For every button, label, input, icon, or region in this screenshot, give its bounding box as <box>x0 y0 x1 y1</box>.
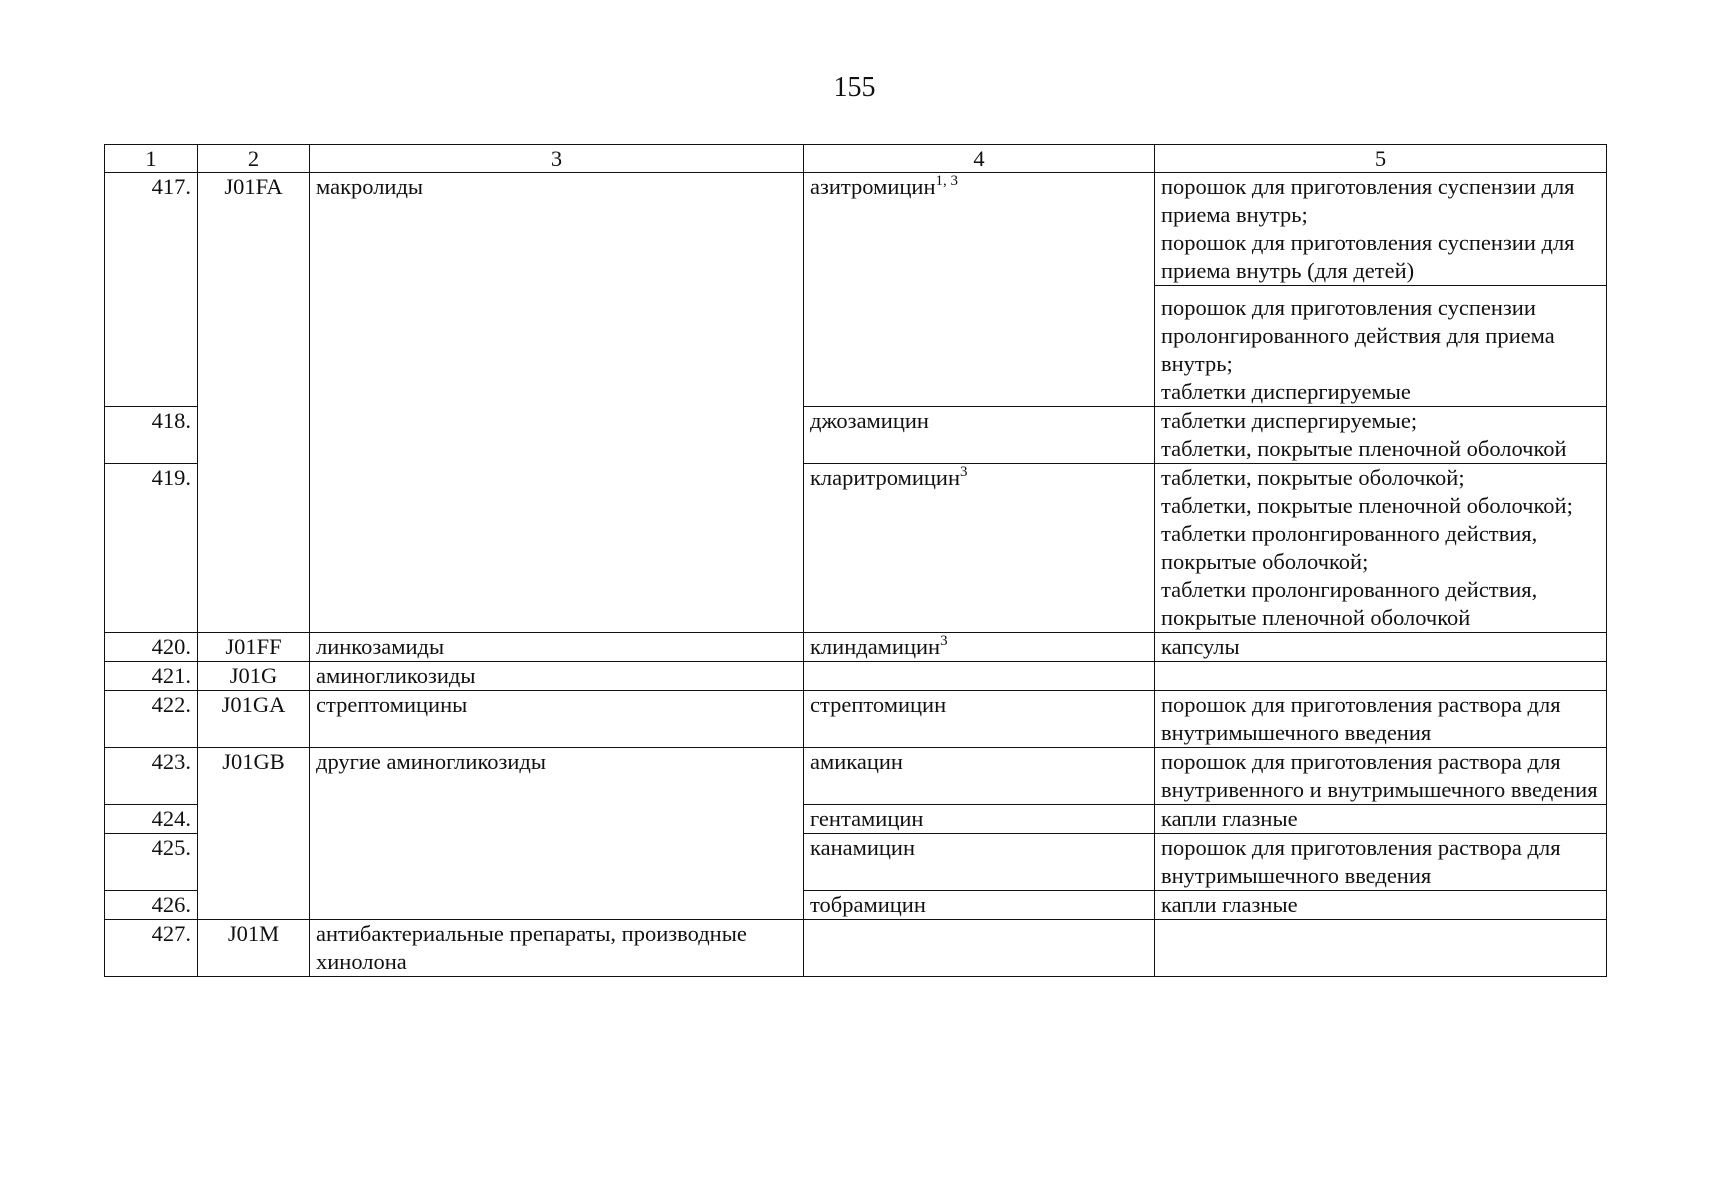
group-name: макролиды <box>310 173 804 633</box>
row-number: 421. <box>105 662 198 691</box>
dosage-form-line: таблетки диспергируемые <box>1161 379 1411 404</box>
table-row <box>105 691 1607 748</box>
column-header: 2 <box>198 145 310 173</box>
drug-footnote: 3 <box>940 633 948 649</box>
drug-name-text: кларитромицин <box>810 465 961 490</box>
dosage-form <box>1155 662 1607 691</box>
drug-footnote: 3 <box>960 464 968 480</box>
table-row <box>105 920 1607 977</box>
drug-name <box>804 662 1155 691</box>
row-number: 420. <box>105 633 198 662</box>
page-number: 155 <box>833 72 876 103</box>
row-number: 422. <box>105 691 198 748</box>
drug-name-text: азитромицин <box>810 174 936 199</box>
row-number: 425. <box>105 834 198 891</box>
dosage-form-line: таблетки, покрытые пленочной оболочкой <box>1161 436 1567 461</box>
dosage-form: порошок для приготовления раствора для внутримышечного введения <box>1155 834 1607 891</box>
dosage-form: капли глазные <box>1155 805 1607 834</box>
dosage-form-line: таблетки пролонгированного действия, покрытые оболочкой; <box>1161 521 1538 574</box>
drug-name <box>804 464 1155 633</box>
dosage-form-line: порошок для приготовления суспензии для приема внутрь; <box>1161 174 1575 227</box>
dosage-form <box>1155 464 1607 633</box>
table-row <box>105 173 1607 286</box>
row-number: 419. <box>105 464 198 633</box>
dosage-form-line: таблетки пролонгированного действия, покрытые пленочной оболочкой <box>1161 577 1538 630</box>
dosage-form-line: таблетки, покрытые оболочкой; <box>1161 465 1465 490</box>
table-header-row <box>105 145 1607 173</box>
drug-name: амикацин <box>804 748 1155 805</box>
column-header: 4 <box>804 145 1155 173</box>
drug-name: тобрамицин <box>804 891 1155 920</box>
row-number: 423. <box>105 748 198 805</box>
table-row <box>105 662 1607 691</box>
dosage-form <box>1155 173 1607 286</box>
column-header: 1 <box>105 145 198 173</box>
atc-code: J01FA <box>198 173 310 633</box>
dosage-form: порошок для приготовления раствора для внутримышечного введения <box>1155 691 1607 748</box>
column-header: 5 <box>1155 145 1607 173</box>
drug-name: джозамицин <box>804 407 1155 464</box>
drug-name <box>804 173 1155 407</box>
dosage-form-line: порошок для приготовления суспензии пролонгированного действия для приема внутрь; <box>1161 295 1555 376</box>
dosage-form-line: таблетки, покрытые пленочной оболочкой; <box>1161 493 1573 518</box>
atc-code: J01G <box>198 662 310 691</box>
row-number: 424. <box>105 805 198 834</box>
medicines-table <box>104 144 1607 977</box>
dosage-form <box>1155 920 1607 977</box>
dosage-form <box>1155 407 1607 464</box>
group-name: линкозамиды <box>310 633 804 662</box>
group-name: антибактериальные препараты, производные хинолона <box>310 920 804 977</box>
drug-name: стрептомицин <box>804 691 1155 748</box>
dosage-form: капли глазные <box>1155 891 1607 920</box>
row-number: 417. <box>105 173 198 407</box>
atc-code: J01GA <box>198 691 310 748</box>
dosage-form: капсулы <box>1155 633 1607 662</box>
table-row <box>105 748 1607 805</box>
dosage-form: порошок для приготовления раствора для внутривенного и внутримышечного введения <box>1155 748 1607 805</box>
group-name: другие аминогликозиды <box>310 748 804 920</box>
table-row <box>105 633 1607 662</box>
column-header: 3 <box>310 145 804 173</box>
dosage-form <box>1155 286 1607 407</box>
row-number: 426. <box>105 891 198 920</box>
dosage-form-line: таблетки диспергируемые; <box>1161 408 1418 433</box>
drug-name: канамицин <box>804 834 1155 891</box>
atc-code: J01GB <box>198 748 310 920</box>
dosage-form-line: порошок для приготовления суспензии для приема внутрь (для детей) <box>1161 230 1575 283</box>
drug-name: гентамицин <box>804 805 1155 834</box>
drug-name <box>804 920 1155 977</box>
drug-name <box>804 633 1155 662</box>
row-number: 427. <box>105 920 198 977</box>
group-name: аминогликозиды <box>310 662 804 691</box>
group-name: стрептомицины <box>310 691 804 748</box>
atc-code: J01M <box>198 920 310 977</box>
row-number: 418. <box>105 407 198 464</box>
drug-footnote: 1, 3 <box>935 173 958 189</box>
atc-code: J01FF <box>198 633 310 662</box>
drug-name-text: клиндамицин <box>810 634 941 659</box>
